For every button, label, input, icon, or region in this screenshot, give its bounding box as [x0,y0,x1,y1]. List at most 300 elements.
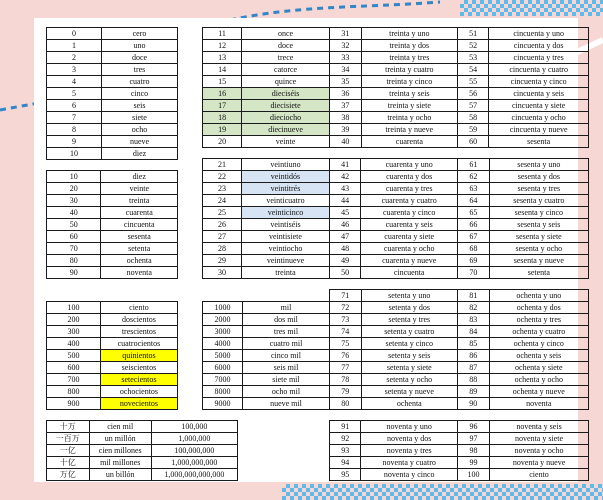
table-large-numbers [46,420,238,481]
number-cell: 一亿 [47,445,90,457]
table-row [330,326,458,338]
number-cell: 57 [458,100,489,112]
table-row [203,219,330,231]
table-row [203,374,330,386]
table-row [458,159,589,171]
table-row [330,421,458,433]
table-row [203,52,330,64]
word-cell: uno [102,40,178,52]
word-cell: ochenta y cinco [489,338,588,350]
word-cell: treinta y nueve [361,124,457,136]
word-cell: doce [102,52,178,64]
table-row [458,100,589,112]
word-cell: cien mil [89,421,151,433]
table-row [47,386,178,398]
word-cell: sesenta y cuatro [489,195,588,207]
number-cell: 92 [330,433,361,445]
word-cell: ochenta y cuatro [489,326,588,338]
table-row [47,469,238,481]
word-cell: ochenta [101,255,178,267]
number-cell: 66 [458,219,490,231]
word-cell: seis [102,100,178,112]
table-row [203,302,330,314]
table-96-100 [457,420,589,481]
word-cell: veintisiete [241,231,329,243]
number-cell: 400 [47,338,101,350]
number-cell: 60 [47,231,101,243]
word-cell: diecinueve [242,124,330,136]
table-row [330,28,458,40]
table-row [47,207,178,219]
number-cell: 79 [330,386,362,398]
number-cell: 44 [330,195,361,207]
word-cell: cuatro mil [242,338,329,350]
word-cell: treinta [101,195,178,207]
table-row [203,183,330,195]
word-cell: veintidós [241,171,329,183]
word-cell: sesenta y ocho [489,243,588,255]
number-cell: 3 [47,64,102,76]
number-cell: 700 [47,374,101,386]
word-cell: cuarenta y dos [361,171,458,183]
table-row [458,374,589,386]
table-row [330,255,458,267]
number-cell: 4 [47,76,102,88]
word-cell: sesenta y nueve [489,255,588,267]
table-row [47,112,178,124]
number-cell: 48 [330,243,361,255]
word-cell: setenta y siete [361,362,457,374]
number-cell: 69 [458,255,490,267]
word-cell: noventa y seis [490,421,589,433]
word-cell: cuarenta y nueve [361,255,458,267]
number-cell: 95 [330,469,361,481]
table-row [47,195,178,207]
table-row [47,76,178,88]
table-row [203,100,330,112]
number-cell: 46 [330,219,361,231]
number-cell: 56 [458,88,489,100]
number-cell: 75 [330,338,362,350]
number-cell: 49 [330,255,361,267]
checker-pattern-bottom [282,484,603,500]
number-cell: 28 [203,243,242,255]
table-row [330,136,458,148]
table-tens [46,170,178,279]
table-row [330,302,458,314]
word-cell: cuarenta y tres [361,183,458,195]
value-cell: 1,000,000 [151,433,237,445]
table-row [458,302,589,314]
number-cell: 77 [330,362,362,374]
number-cell: 68 [458,243,490,255]
table-row [203,398,330,410]
number-cell: 5000 [203,350,243,362]
word-cell: ochenta y uno [489,290,588,302]
number-cell: 200 [47,314,101,326]
word-cell: treinta [241,267,329,279]
number-cell: 0 [47,28,102,40]
number-cell: 5 [47,88,102,100]
table-row [330,219,458,231]
table-row [458,267,589,279]
number-cell: 十万 [47,421,90,433]
table-row [330,183,458,195]
table-row [203,362,330,374]
number-cell: 85 [458,338,490,350]
word-cell: veintiocho [241,243,329,255]
table-row [458,350,589,362]
number-cell: 84 [458,326,490,338]
table-row [330,290,458,302]
word-cell: cuarenta y uno [361,159,458,171]
word-cell: noventa y tres [361,445,458,457]
word-cell: veinticuatro [241,195,329,207]
table-81-90 [457,289,589,410]
table-row [203,124,330,136]
number-cell: 39 [330,124,362,136]
number-cell: 1000 [203,302,243,314]
table-row [203,314,330,326]
word-cell: cuatrocientos [100,338,177,350]
word-cell: trece [242,52,330,64]
table-row [458,326,589,338]
table-row [458,171,589,183]
number-cell: 4000 [203,338,243,350]
number-cell: 52 [458,40,489,52]
word-cell: treinta y cuatro [361,64,457,76]
table-row [458,445,589,457]
table-91-95 [329,420,458,481]
number-cell: 89 [458,386,490,398]
number-cell: 32 [330,40,362,52]
spanish-number-sheet [34,18,578,482]
word-cell: dieciocho [242,112,330,124]
word-cell: ochocientos [100,386,177,398]
word-cell: nueve [102,136,178,148]
word-cell: noventa y uno [361,421,458,433]
word-cell: ochenta y nueve [489,386,588,398]
number-cell: 87 [458,362,490,374]
word-cell: ochenta [361,398,457,410]
number-cell: 9 [47,136,102,148]
number-cell: 50 [330,267,361,279]
word-cell: quinientos [100,350,177,362]
number-cell: 33 [330,52,362,64]
word-cell: ocho [102,124,178,136]
word-cell: cincuenta y ocho [489,112,589,124]
word-cell: setenta y cuatro [361,326,457,338]
table-row [203,350,330,362]
number-cell: 58 [458,112,489,124]
word-cell: cuarenta y cuatro [361,195,458,207]
word-cell: treinta y cinco [361,76,457,88]
table-row [458,433,589,445]
word-cell: diez [101,171,178,183]
table-row [47,124,178,136]
number-cell: 37 [330,100,362,112]
word-cell: noventa y dos [361,433,458,445]
number-cell: 64 [458,195,490,207]
word-cell: sesenta y siete [489,231,588,243]
word-cell: cincuenta y cuatro [489,64,589,76]
table-row [458,421,589,433]
table-71-80 [329,289,458,410]
word-cell: cincuenta [361,267,458,279]
number-cell: 24 [203,195,242,207]
number-cell: 78 [330,374,362,386]
word-cell: cien millones [89,445,151,457]
table-row [203,76,330,88]
word-cell: treinta y uno [361,28,457,40]
number-cell: 94 [330,457,361,469]
table-row [47,40,178,52]
word-cell: veintiséis [241,219,329,231]
table-row [458,398,589,410]
word-cell: cuarenta y siete [361,231,458,243]
word-cell: doscientos [100,314,177,326]
table-row [330,398,458,410]
table-row [330,195,458,207]
word-cell: sesenta y tres [489,183,588,195]
table-row [330,243,458,255]
word-cell: seis mil [242,362,329,374]
table-row [458,386,589,398]
number-cell: 34 [330,64,362,76]
table-row [47,171,178,183]
word-cell: setenta y cinco [361,338,457,350]
table-row [47,52,178,64]
number-cell: 9000 [203,398,243,410]
table-row [203,255,330,267]
number-cell: 10 [47,171,101,183]
table-row [458,255,589,267]
table-row [203,64,330,76]
number-cell: 86 [458,350,490,362]
word-cell: noventa [489,398,588,410]
word-cell: noventa y cuatro [361,457,458,469]
table-thousands [202,301,330,410]
number-cell: 74 [330,326,362,338]
word-cell: diecisiete [242,100,330,112]
word-cell: dos mil [242,314,329,326]
word-cell: cuarenta [101,207,178,219]
number-cell: 100 [47,302,101,314]
word-cell: setecientos [100,374,177,386]
table-row [203,243,330,255]
table-row [203,207,330,219]
table-row [330,314,458,326]
word-cell: once [242,28,330,40]
table-row [47,433,238,445]
table-row [47,231,178,243]
table-row [330,40,458,52]
word-cell: cincuenta y cinco [489,76,589,88]
number-cell: 98 [458,445,490,457]
table-row [203,28,330,40]
number-cell: 81 [458,290,490,302]
table-row [330,350,458,362]
number-cell: 300 [47,326,101,338]
number-cell: 45 [330,207,361,219]
table-51-60 [457,27,589,148]
number-cell: 26 [203,219,242,231]
table-row [203,112,330,124]
table-row [203,386,330,398]
number-cell: 38 [330,112,362,124]
number-cell: 21 [203,159,242,171]
word-cell: tres mil [242,326,329,338]
table-row [203,136,330,148]
table-31-40 [329,27,458,148]
word-cell: setenta y seis [361,350,457,362]
table-row [47,267,178,279]
table-row [203,267,330,279]
word-cell: ochenta y ocho [489,374,588,386]
word-cell: treinta y seis [361,88,457,100]
word-cell: setenta [101,243,178,255]
word-cell: sesenta [489,136,589,148]
word-cell: cincuenta y siete [489,100,589,112]
number-cell: 67 [458,231,490,243]
table-0-10 [46,27,178,160]
number-cell: 12 [203,40,242,52]
table-row [47,219,178,231]
word-cell: ocho mil [242,386,329,398]
table-row [47,148,178,160]
word-cell: cincuenta [101,219,178,231]
word-cell: treinta y tres [361,52,457,64]
table-row [203,88,330,100]
number-cell: 22 [203,171,242,183]
table-11-20 [202,27,330,148]
number-cell: 2000 [203,314,243,326]
number-cell: 60 [458,136,489,148]
number-cell: 91 [330,421,361,433]
number-cell: 13 [203,52,242,64]
number-cell: 600 [47,362,101,374]
word-cell: doce [242,40,330,52]
number-cell: 18 [203,112,242,124]
number-cell: 8000 [203,386,243,398]
word-cell: sesenta y uno [489,159,588,171]
number-cell: 40 [47,207,101,219]
table-row [203,195,330,207]
number-cell: 50 [47,219,101,231]
number-cell: 10 [47,148,102,160]
table-row [330,338,458,350]
word-cell: veintinueve [241,255,329,267]
number-cell: 30 [203,267,242,279]
table-61-70 [457,158,589,279]
table-21-30 [202,158,330,279]
table-row [330,88,458,100]
number-cell: 70 [458,267,490,279]
word-cell: noventa y siete [490,433,589,445]
value-cell: 1,000,000,000 [151,457,237,469]
word-cell: cincuenta y nueve [489,124,589,136]
checker-pattern-top [460,0,603,16]
table-row [203,231,330,243]
number-cell: 17 [203,100,242,112]
table-row [330,52,458,64]
table-row [47,183,178,195]
number-cell: 73 [330,314,362,326]
table-row [47,88,178,100]
number-cell: 61 [458,159,490,171]
number-cell: 15 [203,76,242,88]
number-cell: 19 [203,124,242,136]
table-hundreds [46,301,178,410]
table-row [47,374,178,386]
number-cell: 27 [203,231,242,243]
word-cell: treinta y siete [361,100,457,112]
number-cell: 万亿 [47,469,90,481]
table-row [458,64,589,76]
table-row [458,362,589,374]
word-cell: ochenta y dos [489,302,588,314]
word-cell: setenta y ocho [361,374,457,386]
word-cell: ochenta y seis [489,350,588,362]
number-cell: 500 [47,350,101,362]
number-cell: 20 [203,136,242,148]
number-cell: 93 [330,445,361,457]
table-row [203,338,330,350]
word-cell: cincuenta y uno [489,28,589,40]
table-row [330,112,458,124]
word-cell: treinta y ocho [361,112,457,124]
word-cell: novecientos [100,398,177,410]
word-cell: cero [102,28,178,40]
table-row [47,255,178,267]
word-cell: ochenta y tres [489,314,588,326]
table-row [47,64,178,76]
word-cell: cuarenta y cinco [361,207,458,219]
number-cell: 7000 [203,374,243,386]
number-cell: 14 [203,64,242,76]
number-cell: 42 [330,171,361,183]
table-row [458,124,589,136]
word-cell: treinta y dos [361,40,457,52]
table-row [458,183,589,195]
table-row [458,231,589,243]
word-cell: cinco [102,88,178,100]
number-cell: 16 [203,88,242,100]
table-row [203,159,330,171]
value-cell: 100,000,000 [151,445,237,457]
table-row [330,159,458,171]
table-row [330,124,458,136]
number-cell: 97 [458,433,490,445]
number-cell: 25 [203,207,242,219]
number-cell: 41 [330,159,361,171]
word-cell: diez [102,148,178,160]
word-cell: cuatro [102,76,178,88]
word-cell: ochenta y siete [489,362,588,374]
table-row [330,362,458,374]
table-row [47,421,238,433]
table-row [458,290,589,302]
word-cell: veinte [101,183,178,195]
number-cell: 11 [203,28,242,40]
table-row [47,302,178,314]
word-cell: cuarenta y ocho [361,243,458,255]
word-cell: cinco mil [242,350,329,362]
number-cell: 1 [47,40,102,52]
number-cell: 2 [47,52,102,64]
table-row [330,469,458,481]
word-cell: sesenta y dos [489,171,588,183]
